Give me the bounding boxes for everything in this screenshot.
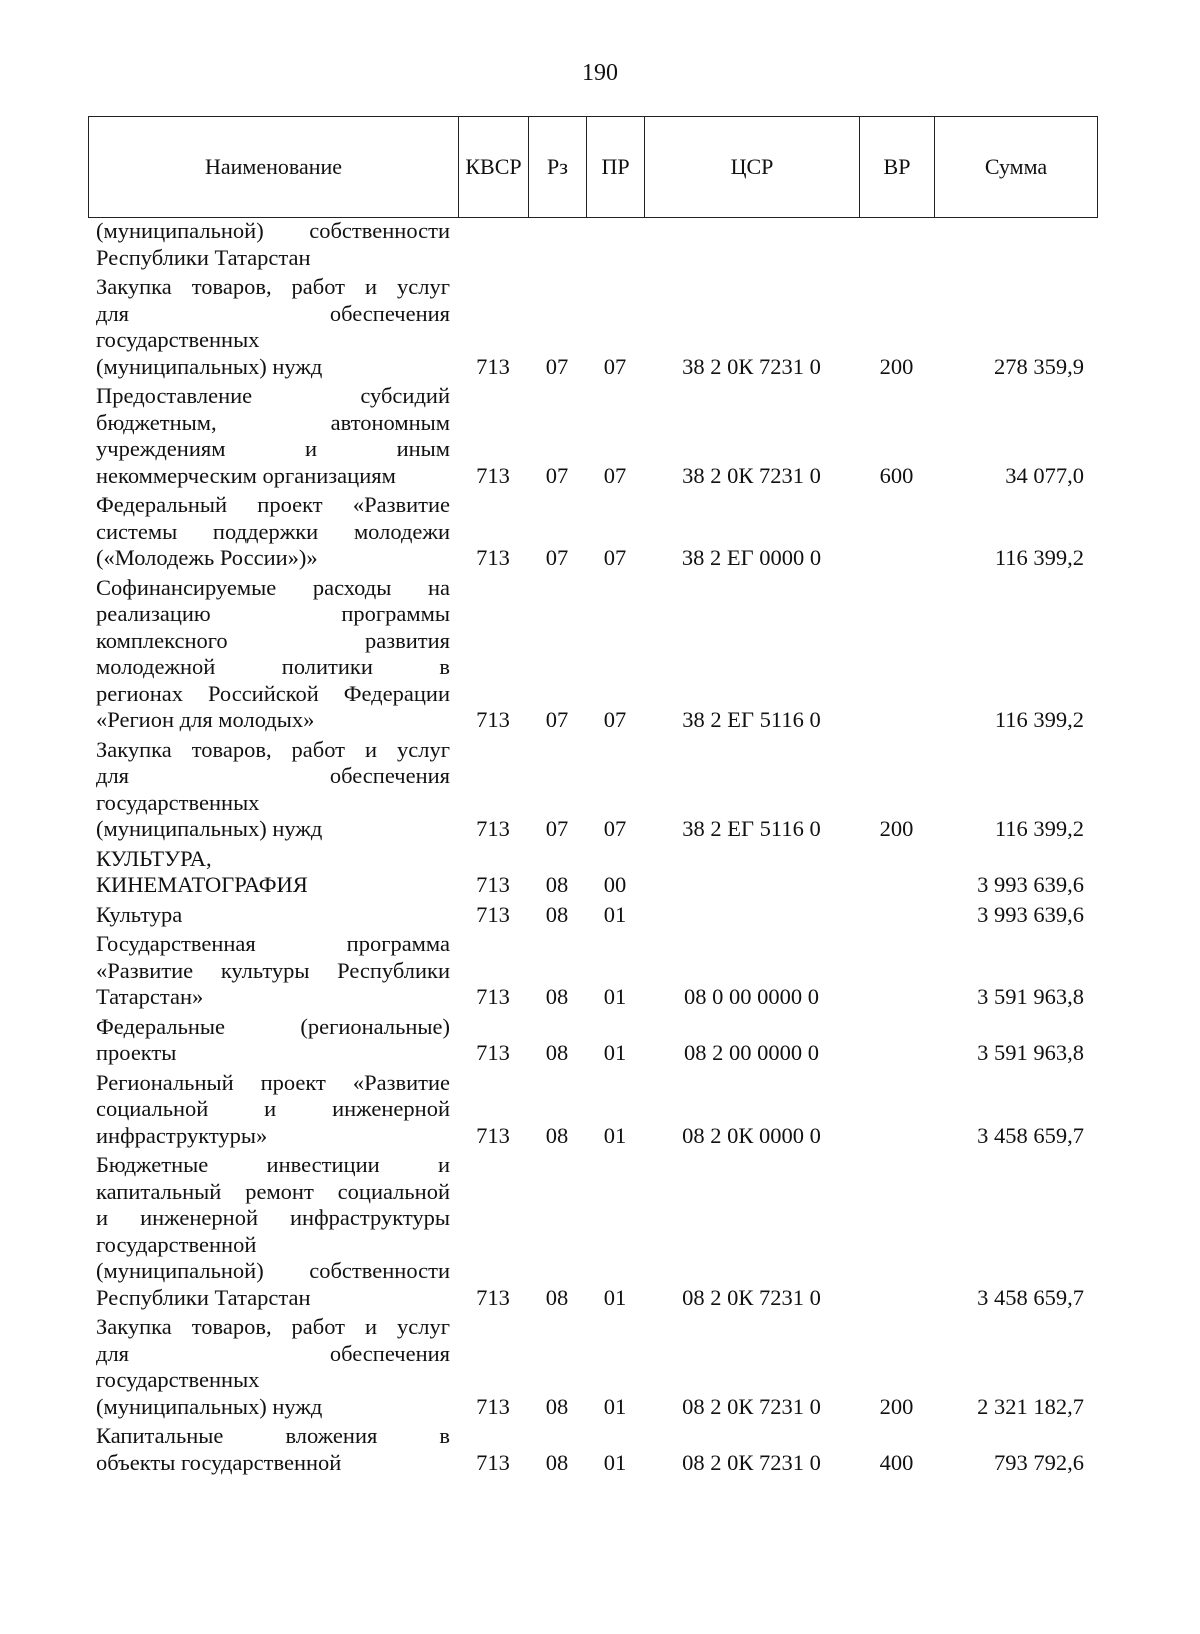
cell-sum-text: 3 458 659,7 (977, 1122, 1084, 1148)
cell-name (88, 931, 458, 1011)
cell-rz-text: 07 (545, 707, 569, 732)
cell-pr (586, 902, 644, 929)
cell-name (88, 274, 458, 380)
name-line: Государственная программа (96, 931, 450, 956)
cell-kvsr-text: 713 (476, 1449, 510, 1475)
name-line: реализацию программы (96, 601, 450, 626)
name-line: «Регион для молодых» (96, 707, 315, 732)
cell-kvsr (458, 1070, 528, 1150)
table-row (88, 931, 1098, 1011)
cell-vr-text: 400 (879, 1449, 914, 1475)
header-kvsr: КВСР (459, 117, 529, 217)
cell-csr (644, 846, 859, 899)
cell-kvsr-text: 713 (476, 353, 510, 379)
cell-csr-text: 38 2 0К 7231 0 (682, 353, 821, 379)
cell-kvsr (458, 931, 528, 1011)
cell-vr (859, 1423, 934, 1476)
table-row (88, 1423, 1098, 1476)
name-line: Закупка товаров, работ и услуг (96, 1314, 450, 1339)
cell-kvsr-text: 713 (476, 1284, 510, 1310)
cell-csr-text: 08 2 0К 7231 0 (682, 1449, 821, 1475)
name-line: Республики Татарстан (96, 1284, 311, 1310)
cell-vr (859, 1152, 934, 1311)
cell-name (88, 1014, 458, 1067)
cell-name (88, 902, 458, 929)
cell-rz-text: 08 (545, 1122, 569, 1148)
cell-csr (644, 1423, 859, 1476)
cell-csr (644, 383, 859, 489)
cell-kvsr (458, 575, 528, 734)
name-line: Капитальные вложения в (96, 1423, 450, 1448)
cell-csr (644, 931, 859, 1011)
cell-pr (586, 931, 644, 1011)
name-line: системы поддержки молодежи (96, 518, 450, 544)
cell-rz (528, 846, 586, 899)
table-row (88, 1070, 1098, 1150)
cell-rz-text: 07 (545, 462, 569, 488)
table-row (88, 274, 1098, 380)
name-line: (муниципальной) собственности (96, 1258, 450, 1283)
cell-csr (644, 1070, 859, 1150)
name-line: Региональный проект «Развитие (96, 1069, 450, 1095)
cell-name (88, 218, 458, 271)
name-line: «Развитие культуры Республики (96, 957, 450, 983)
cell-pr-text: 01 (603, 1040, 627, 1065)
cell-csr-text: 38 2 ЕГ 5116 0 (682, 707, 821, 732)
cell-rz (528, 931, 586, 1011)
cell-vr-text: 200 (879, 816, 914, 841)
cell-csr (644, 218, 859, 271)
cell-kvsr (458, 492, 528, 572)
cell-vr (859, 1070, 934, 1150)
cell-pr (586, 1070, 644, 1150)
cell-vr-text: 200 (879, 353, 914, 379)
cell-rz (528, 492, 586, 572)
cell-csr (644, 575, 859, 734)
cell-sum-text: 3 591 963,8 (977, 984, 1084, 1009)
cell-sum-text: 2 321 182,7 (977, 1393, 1084, 1419)
cell-sum-text: 34 077,0 (1005, 462, 1084, 488)
cell-csr (644, 1152, 859, 1311)
cell-kvsr (458, 1014, 528, 1067)
cell-name (88, 1314, 458, 1420)
header-name: Наименование (89, 117, 459, 217)
cell-vr (859, 737, 934, 843)
cell-sum-text: 793 792,6 (994, 1449, 1084, 1475)
cell-sum (934, 1423, 1098, 1476)
cell-name (88, 846, 458, 899)
name-line: объекты государственной (96, 1449, 342, 1475)
name-line: Федеральные (региональные) (96, 1013, 450, 1039)
cell-rz (528, 274, 586, 380)
cell-rz-text: 08 (545, 1284, 569, 1310)
cell-kvsr (458, 902, 528, 929)
cell-rz (528, 737, 586, 843)
table-row (88, 737, 1098, 843)
cell-rz-text: 08 (545, 1449, 569, 1475)
cell-pr-text: 00 (603, 872, 627, 897)
cell-sum (934, 218, 1098, 271)
table-row (88, 1152, 1098, 1311)
cell-sum (934, 1152, 1098, 1311)
table-row (88, 218, 1098, 271)
cell-vr (859, 931, 934, 1011)
cell-vr (859, 492, 934, 572)
cell-sum (934, 274, 1098, 380)
name-line: государственной (96, 1231, 257, 1257)
cell-csr (644, 492, 859, 572)
cell-rz (528, 1014, 586, 1067)
cell-sum (934, 931, 1098, 1011)
cell-vr (859, 218, 934, 271)
name-line: государственных (96, 327, 260, 352)
table-row (88, 575, 1098, 734)
name-line: молодежной политики в (96, 654, 450, 679)
name-line: для обеспечения (96, 300, 450, 326)
cell-csr-text: 38 2 0К 7231 0 (682, 462, 821, 488)
cell-rz-text: 08 (545, 1393, 569, 1419)
cell-kvsr-text: 713 (476, 901, 510, 927)
header-sum: Сумма (984, 154, 1048, 179)
cell-rz (528, 902, 586, 929)
header-pr: ПР (587, 117, 645, 217)
name-line: комплексного развития (96, 627, 450, 653)
name-line: КУЛЬТУРА, (96, 845, 212, 871)
cell-pr (586, 492, 644, 572)
name-line: капитальный ремонт социальной (96, 1178, 450, 1204)
cell-pr (586, 1314, 644, 1420)
cell-name (88, 383, 458, 489)
cell-kvsr (458, 1423, 528, 1476)
name-line: некоммерческим организациям (96, 462, 396, 488)
cell-rz (528, 575, 586, 734)
table-row (88, 902, 1098, 929)
cell-vr (859, 846, 934, 899)
name-line: Закупка товаров, работ и услуг (96, 274, 450, 299)
cell-csr (644, 1314, 859, 1420)
cell-sum (934, 383, 1098, 489)
cell-kvsr-text: 713 (476, 462, 510, 488)
cell-pr-text: 01 (603, 1393, 627, 1419)
name-line: (муниципальных) нужд (96, 816, 323, 841)
cell-sum (934, 846, 1098, 899)
name-line: (муниципальной) собственности (96, 218, 450, 243)
name-line: бюджетным, автономным (96, 409, 450, 435)
name-line: («Молодежь России»)» (96, 545, 318, 570)
header-csr: ЦСР (645, 117, 860, 217)
table-row (88, 492, 1098, 572)
cell-sum (934, 1070, 1098, 1150)
cell-rz (528, 1152, 586, 1311)
cell-kvsr-text: 713 (476, 1122, 510, 1148)
name-line: Республики Татарстан (96, 244, 311, 270)
name-line: учреждениям и иным (96, 436, 450, 461)
cell-kvsr-text: 713 (476, 984, 510, 1009)
cell-sum (934, 737, 1098, 843)
name-line: Федеральный проект «Развитие (96, 492, 450, 517)
cell-sum (934, 1314, 1098, 1420)
cell-sum (934, 902, 1098, 929)
name-line: КИНЕМАТОГРАФИЯ (96, 872, 308, 897)
cell-csr-text: 38 2 ЕГ 0000 0 (681, 545, 822, 570)
header-vr: ВР (860, 117, 935, 217)
cell-pr-text: 07 (603, 707, 627, 732)
cell-csr-text: 08 0 00 0000 0 (684, 984, 819, 1009)
cell-name (88, 575, 458, 734)
name-line: Закупка товаров, работ и услуг (96, 736, 450, 762)
cell-rz-text: 08 (545, 984, 569, 1009)
cell-rz-text: 08 (545, 901, 569, 927)
cell-vr (859, 902, 934, 929)
cell-name (88, 1070, 458, 1150)
cell-sum-text: 116 399,2 (994, 545, 1084, 570)
page-number: 190 (582, 60, 618, 86)
cell-pr-text: 01 (603, 984, 627, 1009)
cell-sum-text: 3 993 639,6 (977, 901, 1084, 927)
cell-pr (586, 1423, 644, 1476)
cell-pr (586, 1152, 644, 1311)
cell-rz-text: 07 (545, 545, 569, 570)
name-line: для обеспечения (96, 763, 450, 788)
cell-sum-text: 116 399,2 (994, 707, 1084, 732)
table-row (88, 846, 1098, 899)
cell-kvsr (458, 846, 528, 899)
cell-pr-text: 07 (603, 353, 627, 379)
cell-name (88, 1152, 458, 1311)
cell-name (88, 1423, 458, 1476)
cell-name (88, 492, 458, 572)
cell-kvsr-text: 713 (476, 545, 510, 570)
cell-csr-text: 08 2 0К 7231 0 (682, 1393, 821, 1419)
cell-rz (528, 1314, 586, 1420)
cell-csr-text: 08 2 00 0000 0 (684, 1040, 819, 1065)
cell-rz-text: 08 (545, 1040, 569, 1065)
cell-sum-text: 3 993 639,6 (977, 872, 1084, 897)
cell-kvsr-text: 713 (476, 1393, 510, 1419)
cell-kvsr (458, 1152, 528, 1311)
cell-rz-text: 07 (545, 816, 569, 841)
cell-vr-text: 600 (879, 462, 914, 488)
cell-kvsr (458, 274, 528, 380)
name-line: Софинансируемые расходы на (96, 574, 450, 600)
cell-sum-text: 278 359,9 (994, 353, 1084, 379)
cell-pr (586, 575, 644, 734)
cell-rz (528, 218, 586, 271)
cell-vr-text: 200 (879, 1393, 914, 1419)
cell-sum-text: 3 591 963,8 (977, 1040, 1084, 1065)
cell-pr-text: 01 (603, 1122, 627, 1148)
cell-pr (586, 1014, 644, 1067)
table-row (88, 1014, 1098, 1067)
cell-name (88, 737, 458, 843)
cell-vr (859, 1314, 934, 1420)
header-rz: Рз (529, 117, 587, 217)
cell-pr (586, 383, 644, 489)
cell-csr-text: 08 2 0К 0000 0 (682, 1122, 821, 1148)
table-header (88, 116, 1098, 218)
cell-kvsr-text: 713 (476, 816, 510, 841)
name-line: (муниципальных) нужд (96, 353, 323, 379)
cell-pr-text: 07 (603, 545, 627, 570)
cell-sum-text: 116 399,2 (994, 816, 1084, 841)
cell-kvsr-text: 713 (476, 1040, 510, 1065)
cell-csr (644, 1014, 859, 1067)
cell-rz-text: 08 (545, 872, 569, 897)
cell-pr (586, 737, 644, 843)
name-line: для обеспечения (96, 1340, 450, 1366)
name-line: Татарстан» (96, 984, 204, 1009)
cell-pr-text: 01 (603, 901, 627, 927)
cell-csr-text: 38 2 ЕГ 5116 0 (682, 816, 821, 841)
name-line: Культура (96, 901, 183, 927)
name-line: государственных (96, 1367, 260, 1392)
cell-pr (586, 218, 644, 271)
cell-sum (934, 575, 1098, 734)
table-row (88, 383, 1098, 489)
cell-csr (644, 902, 859, 929)
cell-vr (859, 575, 934, 734)
name-line: Предоставление субсидий (96, 383, 450, 408)
cell-kvsr (458, 737, 528, 843)
cell-sum (934, 1014, 1098, 1067)
cell-csr (644, 274, 859, 380)
name-line: проекты (96, 1040, 177, 1065)
cell-vr (859, 274, 934, 380)
cell-pr (586, 274, 644, 380)
name-line: (муниципальных) нужд (96, 1393, 323, 1419)
cell-pr-text: 07 (603, 462, 627, 488)
cell-pr-text: 01 (603, 1284, 627, 1310)
name-line: регионах Российской Федерации (96, 680, 450, 706)
cell-csr-text: 08 2 0К 7231 0 (682, 1284, 821, 1310)
cell-kvsr-text: 713 (476, 707, 510, 732)
cell-csr (644, 737, 859, 843)
cell-kvsr (458, 218, 528, 271)
name-line: и инженерной инфраструктуры (96, 1205, 450, 1230)
table-body (88, 218, 1098, 1479)
cell-rz (528, 1070, 586, 1150)
name-line: инфраструктуры» (96, 1122, 268, 1148)
cell-kvsr (458, 383, 528, 489)
table-row (88, 1314, 1098, 1420)
name-line: Бюджетные инвестиции и (96, 1152, 450, 1177)
cell-vr (859, 1014, 934, 1067)
cell-sum-text: 3 458 659,7 (977, 1284, 1084, 1310)
name-line: социальной и инженерной (96, 1096, 450, 1121)
name-line: государственных (96, 789, 260, 815)
cell-rz (528, 383, 586, 489)
cell-rz-text: 07 (545, 353, 569, 379)
cell-rz (528, 1423, 586, 1476)
cell-kvsr-text: 713 (476, 872, 510, 897)
cell-pr-text: 01 (603, 1449, 627, 1475)
cell-vr (859, 383, 934, 489)
cell-kvsr (458, 1314, 528, 1420)
cell-pr-text: 07 (603, 816, 627, 841)
cell-pr (586, 846, 644, 899)
cell-sum (934, 492, 1098, 572)
